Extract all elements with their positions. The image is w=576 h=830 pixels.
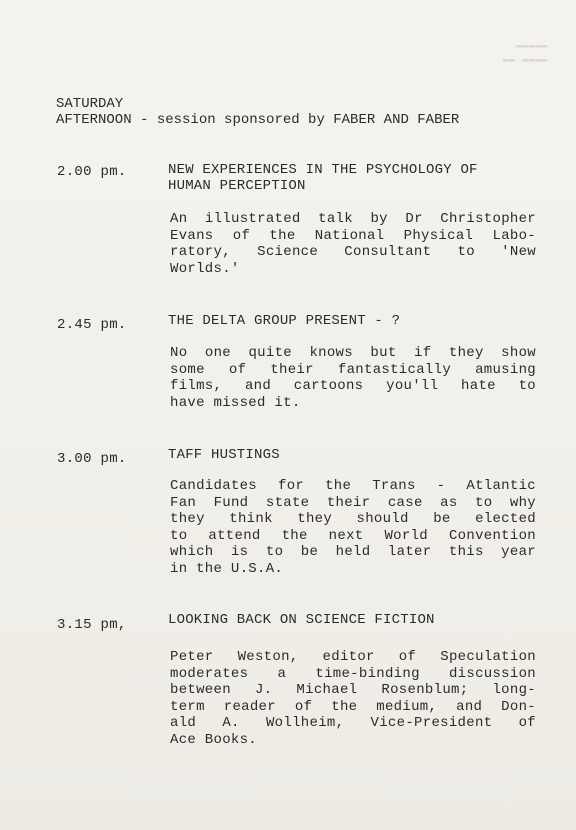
- entry-description: [170, 345, 536, 411]
- entry-title-line: HUMAN PERCEPTION: [168, 178, 306, 194]
- entry-description-line: An illustrated talk by Dr Christopher: [170, 211, 536, 227]
- header-sponsor: - session sponsored by FABER AND FABER: [131, 112, 460, 128]
- entry-title: [168, 313, 548, 329]
- entry-description: [170, 478, 536, 577]
- entry-description: [170, 211, 536, 277]
- entry-description-line: No one quite knows but if they show: [170, 345, 536, 361]
- entry-title: [168, 447, 548, 463]
- entry-time: 3.15 pm,: [57, 617, 127, 633]
- header-day: SATURDAY: [56, 96, 124, 112]
- entry-title-line: TAFF HUSTINGS: [168, 447, 280, 463]
- entry-description-line: which is to be held later this year: [170, 544, 536, 560]
- session-header: [56, 96, 459, 128]
- entry-description-line: some of their fantastically amusing: [170, 361, 536, 378]
- entry-description-line: Peter Weston, editor of Speculation: [170, 649, 536, 665]
- entry-description-line: they think they should be elected: [170, 511, 536, 527]
- entry-description-line: Worlds.': [170, 260, 240, 277]
- entry-title-line: NEW EXPERIENCES IN THE PSYCHOLOGY OF: [168, 162, 478, 178]
- entry-description-line: Candidates for the Trans - Atlantic: [170, 478, 536, 494]
- entry-time: 3.00 pm.: [57, 451, 127, 467]
- show-through-text: ▬▬▬▬▬ ▬▬ ▬▬▬▬: [502, 41, 548, 66]
- entry-title-line: THE DELTA GROUP PRESENT - ?: [168, 313, 401, 329]
- entry-description-line: ald A. Wollheim, Vice-President of: [170, 715, 536, 731]
- entry-description-line: to attend the next World Convention: [170, 527, 536, 544]
- entry-description-line: have missed it.: [170, 394, 301, 411]
- entry-title: [168, 162, 548, 194]
- entry-description-line: Evans of the National Physical Labo-: [170, 227, 536, 244]
- entry-description-line: term reader of the medium, and Don-: [170, 698, 536, 715]
- entry-description-line: ratory, Science Consultant to 'New: [170, 244, 536, 260]
- entry-time: 2.00 pm.: [57, 164, 127, 180]
- header-session-line: [56, 112, 459, 128]
- entry-description: [170, 649, 536, 748]
- entry-description-line: between J. Michael Rosenblum; long-: [170, 682, 536, 698]
- entry-description-line: Fan Fund state their case as to why: [170, 494, 536, 511]
- header-period: AFTERNOON: [56, 112, 132, 128]
- entry-description-line: Ace Books.: [170, 731, 258, 748]
- entry-description-line: in the U.S.A.: [170, 560, 284, 577]
- entry-time: 2.45 pm.: [57, 317, 127, 333]
- entry-description-line: moderates a time-binding discussion: [170, 665, 536, 682]
- entry-title: [168, 612, 548, 628]
- entry-description-line: films, and cartoons you'll hate to: [170, 378, 536, 394]
- entry-title-line: LOOKING BACK ON SCIENCE FICTION: [168, 612, 435, 628]
